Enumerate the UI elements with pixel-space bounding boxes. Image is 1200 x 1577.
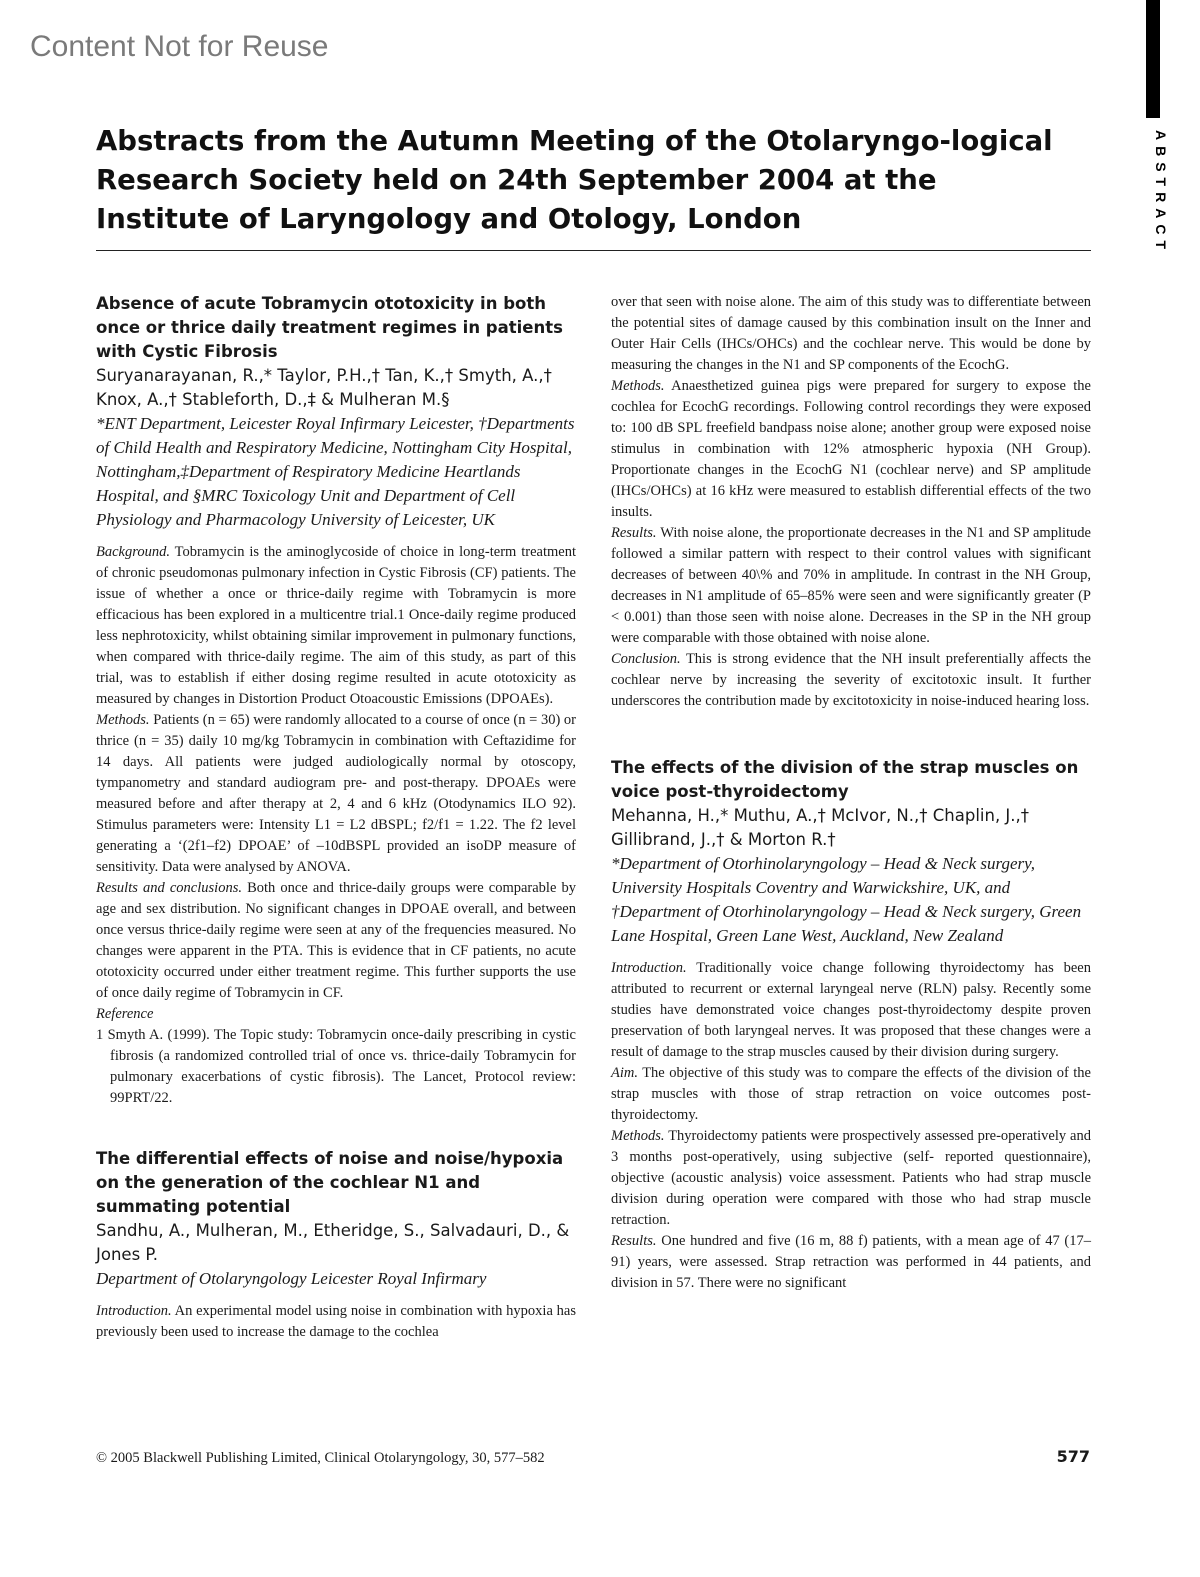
section-introduction [611, 958, 1091, 1063]
section-conclusion [611, 649, 1091, 712]
reference-item: 1 Smyth A. (1999). The Topic study: Tobramycin once-daily prescribing in cystic fibrosis (a randomized controlled trial of once vs. thrice-daily Tobramycin for pulmonary exacerbations of cystic fibrosis). The Lancet, Protocol review: 99PRT/22. [96, 1027, 576, 1106]
section-label: Methods. [611, 1128, 665, 1144]
section-methods [611, 1126, 1091, 1231]
section-label: Results. [611, 1233, 657, 1249]
section-text: Patients (n = 65) were randomly allocated to a course of once (n = 30) or thrice (n = 35) daily 10 mg/kg Tobramycin in combination with Ceftazidime for 14 days. All patients were judged audiologically normal by otoscopy, tympanometry and standard audiogram pre- and post-therapy. DPOAEs were measured before and after therapy at 2, 4 and 6 kHz (Otodynamics ILO 92). Stimulus parameters were: Intensity L1 = L2 dBSPL; f2/f1 = 1.22. The f2 level generating a ‘(2f1–f2) DPOAE’ of –10dBSPL provided an isoDP measure of sensitivity. Data were analysed by ANOVA. [96, 712, 576, 875]
section-text: Both once and thrice-daily groups were comparable by age and sex distribution. No significant changes in DPOAE overall, and between once versus thrice-daily regime were seen at any of the frequencies measured. No changes were apparent in the PTA. This is evidence that in CF patients, no acute ototoxicity occurred under either treatment regime. This further supports the use of once daily regime of Tobramycin in CF. [96, 880, 577, 1001]
section-text: Anaesthetized guinea pigs were prepared for surgery to expose the cochlea for EcochG recordings. Following control recordings they were exposed to: 100 dB SPL freefield bandpass noise alone; another group were exposed noise stimulus in combination with 12% atmospheric hypoxia (NH Group). Proportionate changes in the EcochG N1 (cochlear nerve) and SP amplitude (IHCs/OHCs) at 16 kHz were measured to establish differential effects of the two insults. [611, 378, 1091, 520]
article-title: Absence of acute Tobramycin ototoxicity in both once or thrice daily treatment regimes in patients with Cystic Fibrosis [96, 294, 563, 361]
page-number: 577 [1056, 1447, 1090, 1466]
article-2-continued [611, 292, 1091, 712]
article-authors: Sandhu, A., Mulheran, M., Etheridge, S., Salvadauri, D., & Jones P. [96, 1221, 570, 1264]
article-affiliation: Department of Otolaryngology Leicester Royal Infirmary [96, 1269, 487, 1288]
section-label: Methods. [611, 378, 665, 394]
article-affiliation: *Department of Otorhinolaryngology – Head & Neck surgery, University Hospitals Coventry and Warwickshire, UK, and †Department of Otorhinolaryngology – Head & Neck surgery, Green Lane Hospital, Green Lane West, Auckland, New Zealand [611, 854, 1082, 945]
left-column [96, 292, 576, 1343]
article-3 [611, 756, 1091, 1294]
section-text: Tobramycin is the aminoglycoside of choice in long-term treatment of chronic pseudomonas pulmonary infection in Cystic Fibrosis (CF) patients. The issue of whether a once or thrice-daily regime with Tobramycin is more efficacious has been explored in a multicentre trial.1 Once-daily regime produced less nephrotoxicity, whilst obtaining similar improvement in pulmonary functions, when compared with thrice-daily regime. The aim of this study, as part of this trial, was to establish if either dosing regime resulted in acute ototoxicity as measured by changes in Distortion Product Otoacoustic Emissions (DPOAEs). [96, 544, 576, 707]
article-1 [96, 292, 576, 1109]
section-background [96, 542, 576, 710]
article-title: The differential effects of noise and noise/hypoxia on the generation of the cochlear N1 and summating potential [96, 1149, 564, 1216]
side-label: ABSTRACT [1153, 130, 1169, 255]
section-text: An experimental model using noise in combination with hypoxia has previously been used to increase the damage to the cochlea [96, 1303, 577, 1340]
section-results [611, 523, 1091, 649]
section-label: Background. [96, 544, 170, 560]
section-text: Thyroidectomy patients were prospectively assessed pre-operatively and 3 months post-operatively, using subjective (self- reported questionnaire), objective (acoustic analysis) voice assessment. Patients who had strap muscle division during operation were compared with those who had strap muscle retraction. [611, 1128, 1091, 1228]
section-aim [611, 1063, 1091, 1126]
page-title: Abstracts from the Autumn Meeting of the Otolaryngo-logical Research Society held on 24th September 2004 at the Institute of Laryngology and Otology, London [96, 125, 1053, 235]
section-text: With noise alone, the proportionate decreases in the N1 and SP amplitude followed a similar pattern with respect to their control values with significant decreases of between 40\% and 70% in amplitude. In contrast in the NH Group, decreases in N1 amplitude of 65–85% were seen and were significantly greater (P < 0.001) than those seen with noise alone. Decreases in the SP in the NH group were comparable with those obtained with noise alone. [611, 525, 1091, 646]
side-tab-bar [1146, 0, 1160, 118]
right-column [611, 292, 1091, 1294]
section-methods [611, 376, 1091, 523]
section-label: Results. [611, 525, 657, 541]
section-text: This is strong evidence that the NH insult preferentially affects the cochlear nerve by increasing the severity of excitotoxic insult. It further underscores the contribution made by excitotoxicity in noise-induced hearing loss. [611, 651, 1091, 709]
section-results [96, 878, 576, 1004]
section-label: Results and conclusions. [96, 880, 242, 896]
title-divider [96, 250, 1091, 251]
section-results [611, 1231, 1091, 1294]
section-methods [96, 710, 576, 878]
article-affiliation: *ENT Department, Leicester Royal Infirmary Leicester, †Departments of Child Health and Respiratory Medicine, Nottingham City Hospital, Nottingham,‡Department of Respiratory Medicine Heartlands Hospital, and §MRC Toxicology Unit and Department of Cell Physiology and Pharmacology University of Leicester, UK [96, 414, 575, 529]
section-text: Traditionally voice change following thyroidectomy has been attributed to recurrent or external laryngeal nerve (RLN) palsy. Recently some studies have demonstrated voice changes post-thyroidectomy despite proven preservation of both laryngeal nerves. It was proposed that these changes were a result of damage to the strap muscles caused by their division during surgery. [611, 960, 1091, 1060]
reference-heading: Reference [96, 1006, 154, 1022]
article-authors: Mehanna, H.,* Muthu, A.,† McIvor, N.,† Chaplin, J.,† Gillibrand, J.,† & Morton R.† [611, 806, 1030, 849]
section-label: Introduction. [96, 1303, 172, 1319]
section-label: Methods. [96, 712, 150, 728]
section-introduction [96, 1301, 576, 1343]
article-authors: Suryanarayanan, R.,* Taylor, P.H.,† Tan, K.,† Smyth, A.,† Knox, A.,† Stableforth, D.,‡ & Mulheran M.§ [96, 366, 552, 409]
section-label: Conclusion. [611, 651, 681, 667]
section-label: Aim. [611, 1065, 638, 1081]
section-continuation: over that seen with noise alone. The aim of this study was to differentiate between the potential sites of damage caused by this combination insult on the Inner and Outer Hair Cells (IHCs/OHCs) and the cochlear nerve. This would be done by measuring the changes in the N1 and SP components of the EcochG. [611, 294, 1091, 373]
section-text: The objective of this study was to compare the effects of the division of the strap muscles with those of strap retraction on voice outcomes post-thyroidectomy. [611, 1065, 1091, 1123]
section-label: Introduction. [611, 960, 687, 976]
article-2 [96, 1147, 576, 1343]
section-text: One hundred and five (16 m, 88 f) patients, with a mean age of 47 (17–91) years, were assessed. Strap retraction was performed in 44 patients, and division in 57. There were no significant [611, 1233, 1091, 1291]
watermark: Content Not for Reuse [30, 30, 329, 63]
article-title: The effects of the division of the strap muscles on voice post-thyroidectomy [611, 758, 1079, 801]
footer-copyright: © 2005 Blackwell Publishing Limited, Clinical Otolaryngology, 30, 577–582 [96, 1450, 545, 1466]
